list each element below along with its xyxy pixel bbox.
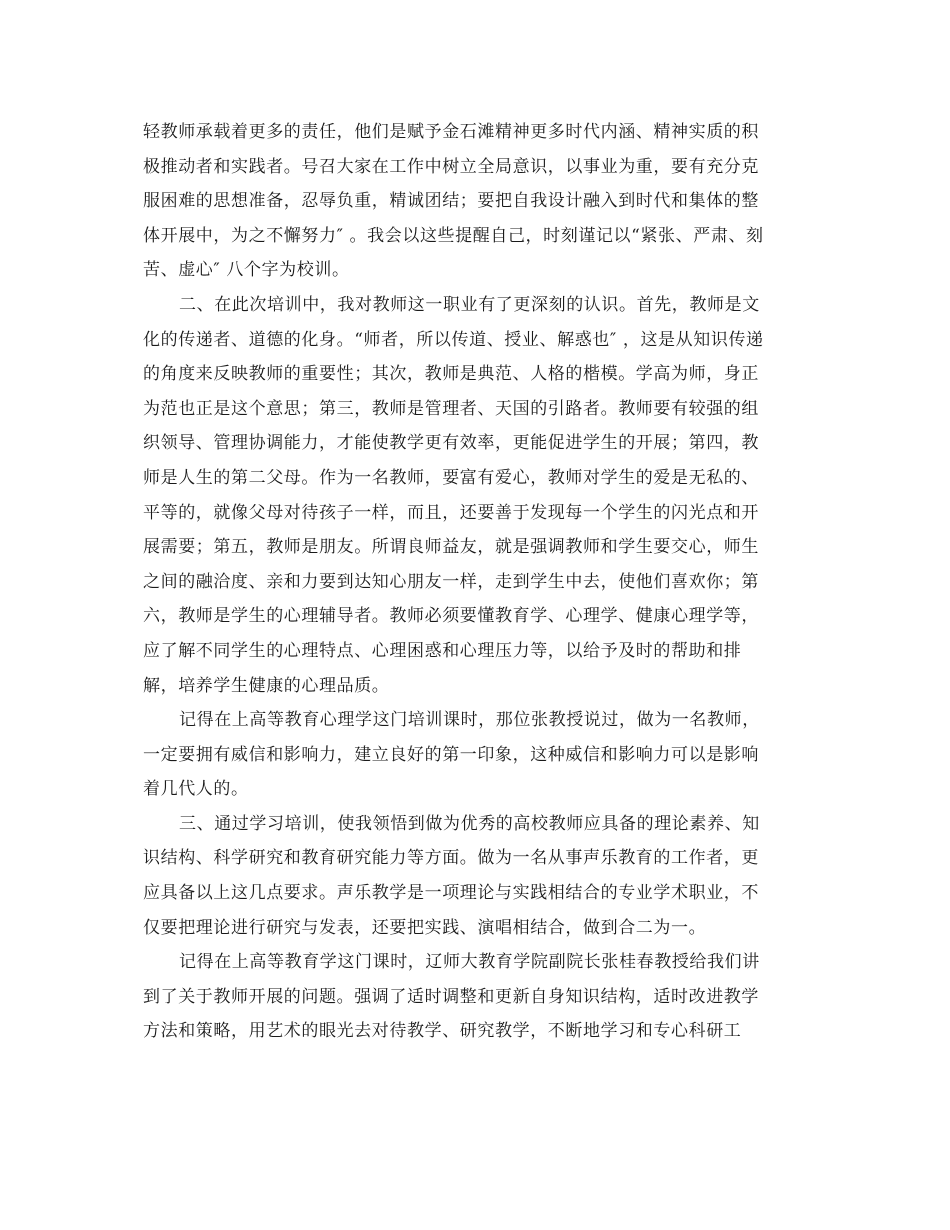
- text-line: 之间的融洽度、亲和力要到达知心朋友一样，走到学生中去，使他们喜欢你；第: [143, 571, 759, 592]
- text-line: 应具备以上这几点要求。声乐教学是一项理论与实践相结合的专业学术职业，不: [143, 883, 759, 904]
- text-line: 的角度来反映教师的重要性；其次，教师是典范、人格的楷模。学高为师，身正: [143, 364, 759, 385]
- text-line: 六，教师是学生的心理辅导者。教师必须要懂教育学、心理学、健康心理学等，: [143, 606, 759, 627]
- text-line: 到了关于教师开展的问题。强调了适时调整和更新自身知识结构，适时改进教学: [143, 986, 759, 1007]
- text-line: 仅要把理论进行研究与发表，还要把实践、演唱相结合，做到合二为一。: [143, 917, 707, 938]
- text-line: 着几代人的。: [143, 779, 249, 800]
- text-line: 极推动者和实践者。号召大家在工作中树立全局意识，以事业为重，要有充分克: [143, 156, 759, 177]
- text-line: 为范也正是这个意思；第三，教师是管理者、天国的引路者。教师要有较强的组: [143, 398, 759, 419]
- text-line: 体开展中，为之不懈努力″ 。我会以这些提醒自己，时刻谨记以“紧张、严肃、刻: [143, 225, 764, 246]
- text-line: 记得在上高等教育心理学这门培训课时，那位张教授说过，做为一名教师，: [179, 710, 760, 731]
- text-line: 平等的，就像父母对待孩子一样，而且，还要善于发现每一个学生的闪光点和开: [143, 502, 759, 523]
- document-body: [143, 115, 803, 1049]
- text-line: 记得在上高等教育学这门课时，辽师大教育学院副院长张桂春教授给我们讲: [179, 952, 760, 973]
- text-line: 师是人生的第二父母。作为一名教师，要富有爱心，教师对学生的爱是无私的、: [143, 467, 759, 488]
- text-line: 化的传递者、道德的化身。“师者，所以传道、授业、解惑也″ ，这是从知识传递: [143, 329, 764, 350]
- text-line: 三、通过学习培训，使我领悟到做为优秀的高校教师应具备的理论素养、知: [179, 813, 760, 834]
- text-line: 服困难的思想准备，忍辱负重，精诚团结；要把自我设计融入到时代和集体的整: [143, 191, 759, 212]
- text-line: 二、在此次培训中，我对教师这一职业有了更深刻的认识。首先，教师是文: [179, 294, 760, 315]
- text-line: 应了解不同学生的心理特点、心理困惑和心理压力等，以给予及时的帮助和排: [143, 640, 742, 661]
- text-line: 识结构、科学研究和教育研究能力等方面。做为一名从事声乐教育的工作者，更: [143, 848, 759, 869]
- text-line: 一定要拥有威信和影响力，建立良好的第一印象，这种威信和影响力可以是影响: [143, 744, 759, 765]
- text-line: 轻教师承载着更多的责任，他们是赋予金石滩精神更多时代内涵、精神实质的积: [143, 122, 759, 142]
- text-line: 苦、虚心″ 八个字为校训。: [143, 260, 350, 281]
- text-line: 解，培养学生健康的心理品质。: [143, 675, 390, 696]
- text-line: 织领导、管理协调能力，才能使教学更有效率，更能促进学生的开展；第四，教: [143, 433, 759, 454]
- text-line: 方法和策略，用艺术的眼光去对待教学、研究教学，不断地学习和专心科研工: [143, 1021, 742, 1042]
- text-line: 展需要；第五，教师是朋友。所谓良师益友，就是强调教师和学生要交心，师生: [143, 537, 759, 558]
